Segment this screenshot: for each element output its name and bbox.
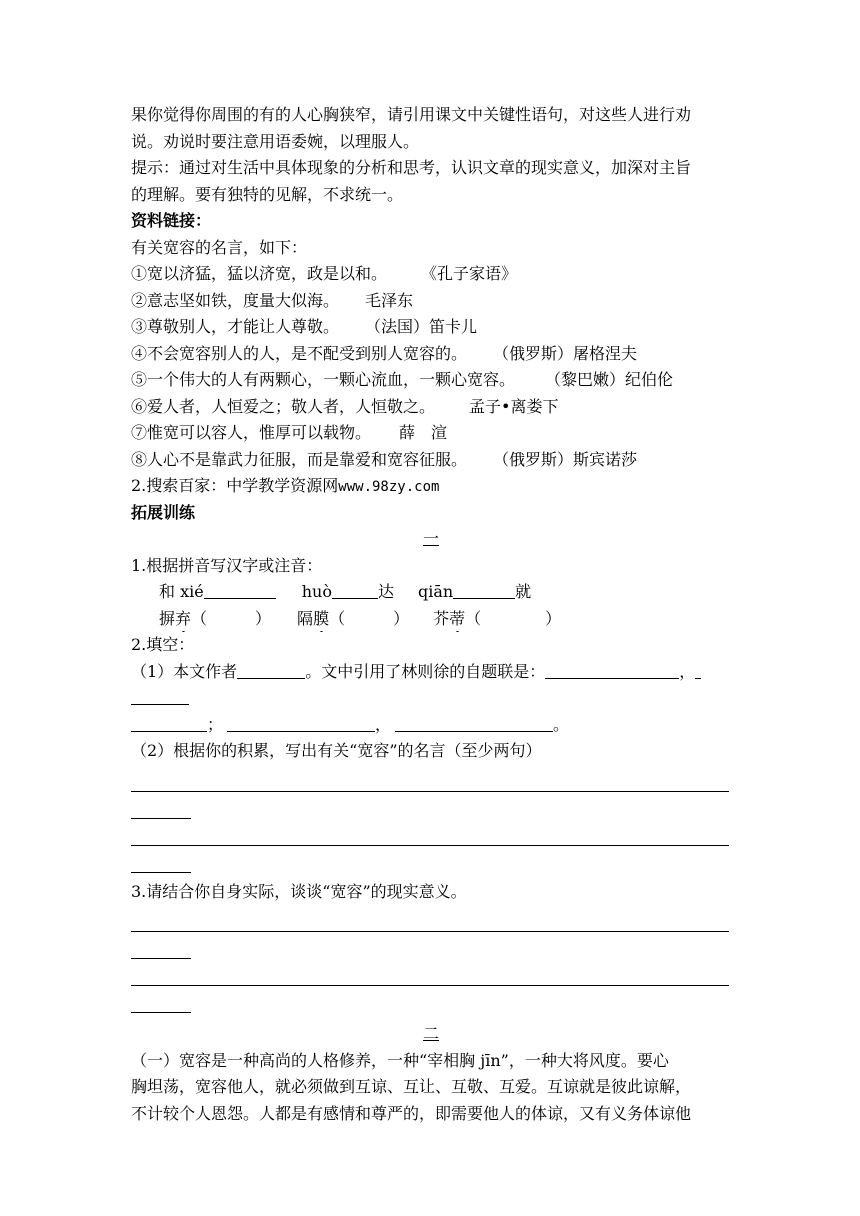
intro-line-2: 说。劝说时要注意用语委婉，以理服人。 <box>131 131 420 151</box>
quote-source: （黎巴嫩）纪伯伦 <box>545 370 674 389</box>
q2-title: 2.填空： <box>131 635 195 654</box>
resources-lead: 有关宽容的名言，如下： <box>131 237 308 257</box>
q2-sub1-line: （1）本文作者 。文中引用了林则徐的自题联是： ， <box>131 659 731 686</box>
search-prefix: 2.搜索百家：中学教学资源网 <box>131 476 339 495</box>
pinyin-label: qiān <box>417 582 454 601</box>
quote-source: 孟子•离娄下 <box>469 396 559 416</box>
q2-sub2: （2）根据你的积累，写出有关“宽容”的名言（至少两句） <box>131 741 542 760</box>
answer-blank[interactable] <box>204 580 276 599</box>
annotate-blank[interactable]: （ ） <box>465 608 562 628</box>
passage-line-1: （一）宽容是一种高尚的人格修养，一种“宰相胸 jīn”，一种大将风度。要心 <box>131 1050 669 1070</box>
quote-item <box>131 394 731 421</box>
answer-line-end[interactable] <box>131 986 191 1013</box>
quote-text: ①宽以济猛，猛以济宽，政是以和。 <box>131 264 388 283</box>
quote-source: 毛泽东 <box>365 290 414 310</box>
dotted-character: 蒂 <box>449 606 465 633</box>
pinyin-label: huò <box>301 582 332 601</box>
quote-source: 薛 渲 <box>399 423 448 442</box>
answer-line-end[interactable] <box>131 932 191 959</box>
hint-line-2: 的理解。要有独特的见解，不求统一。 <box>131 184 404 204</box>
answer-blank[interactable] <box>453 580 515 599</box>
quote-text: ④不会宽容别人的人，是不配受到别人宽容的。 <box>131 343 468 363</box>
word-prefix: 芥 <box>433 608 450 628</box>
quote-item <box>131 420 731 447</box>
quote-item <box>131 341 731 368</box>
passage-line-3: 不计较个人恩怨。人都是有感情和尊严的，即需要他人的体谅，又有义务体谅他 <box>131 1103 692 1123</box>
answer-line-end[interactable] <box>131 792 191 819</box>
answer-line[interactable] <box>131 819 729 846</box>
answer-line-end[interactable] <box>131 846 191 873</box>
part-one-label: 一 <box>422 529 439 548</box>
annotate-blank[interactable]: （ ） <box>191 608 272 628</box>
couplet-blank[interactable] <box>131 713 207 732</box>
answer-line[interactable] <box>131 959 729 986</box>
q1-pinyin-row <box>131 579 731 606</box>
author-blank[interactable] <box>237 660 305 679</box>
intro-line-1: 果你觉得你周围的有的人心胸狭窄，请引用课文中关键性语句，对这些人进行劝 <box>131 105 692 124</box>
answer-blank[interactable] <box>332 580 378 599</box>
search-line <box>131 473 731 500</box>
couplet-blank[interactable] <box>545 660 679 679</box>
site-link[interactable]: www.98zy.com <box>338 479 440 495</box>
quote-source: （法国）笛卡儿 <box>365 317 478 336</box>
pinyin-label: 和 xié <box>159 582 204 601</box>
couplet-blank[interactable] <box>131 686 189 705</box>
q1-title: 1.根据拼音写汉字或注音： <box>131 555 323 575</box>
hint-line-1: 提示：通过对生活中具体现象的分析和思考，认识文章的现实意义，加深对主旨 <box>131 158 692 177</box>
answer-line[interactable] <box>131 905 729 932</box>
q2-sub1-continuation <box>131 685 731 712</box>
q3-title: 3.请结合你自身实际，谈谈“宽容”的现实意义。 <box>131 881 467 901</box>
quote-text: ②意志坚如铁，度量大似海。 <box>131 290 340 310</box>
couplet-blank[interactable] <box>227 713 375 732</box>
training-heading: 拓展训练 <box>131 502 196 522</box>
quote-text: ⑦惟宽可以容人，惟厚可以载物。 <box>131 423 372 442</box>
quote-source: （俄罗斯）斯宾诺莎 <box>493 449 638 469</box>
q1-annotate-row <box>131 606 731 633</box>
quote-item <box>131 288 731 315</box>
couplet-blank[interactable] <box>695 660 701 679</box>
passage-line-2: 胸坦荡，宽容他人，就必须做到互谅、互让、互敬、互爱。互谅就是彼此谅解， <box>131 1077 692 1096</box>
part-two-label: 二 <box>422 1024 439 1043</box>
annotate-blank[interactable]: （ ） <box>329 608 410 628</box>
dotted-character: 膜 <box>313 606 329 633</box>
quote-text: ⑥爱人者，人恒爱之；敬人者，人恒敬之。 <box>131 396 436 416</box>
q2-sub1-prefix: （1）本文作者 <box>131 661 238 681</box>
couplet-blank[interactable] <box>395 713 553 732</box>
document-body <box>131 102 731 1127</box>
pinyin-suffix: 就 <box>515 582 532 601</box>
quote-item <box>131 261 731 288</box>
quote-text: ③尊敬别人，才能让人尊敬。 <box>131 317 340 336</box>
quote-source: 《孔子家语》 <box>421 264 518 283</box>
word-prefix: 隔 <box>297 608 314 628</box>
quote-text: ⑤一个伟大的人有两颗心，一颗心流血，一颗心宽容。 <box>131 370 516 389</box>
q2-sub1-text: 。文中引用了林则徐的自题联是： <box>305 661 546 681</box>
resources-heading: 资料链接： <box>131 211 212 230</box>
quote-item <box>131 314 731 341</box>
word-prefix: 摒 <box>159 608 176 628</box>
answer-line[interactable] <box>131 765 729 792</box>
quote-item <box>131 367 731 394</box>
dotted-character: 弃 <box>175 606 191 633</box>
pinyin-suffix: 达 <box>377 582 394 601</box>
quote-item <box>131 447 731 474</box>
quote-source: （俄罗斯）屠格涅夫 <box>493 343 638 363</box>
q2-couplet-line: ； ， 。 <box>131 712 731 739</box>
quote-text: ⑧人心不是靠武力征服，而是靠爱和宽容征服。 <box>131 449 468 469</box>
